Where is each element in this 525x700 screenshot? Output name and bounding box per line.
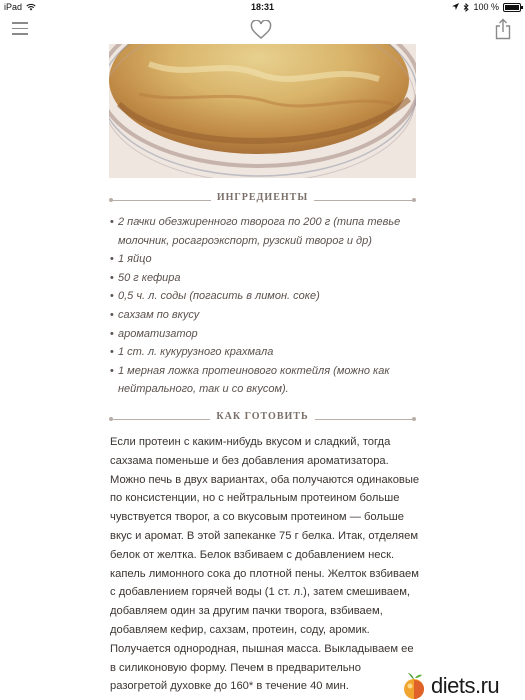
toolbar	[0, 14, 525, 46]
apple-logo-icon	[401, 672, 427, 700]
list-item: • 50 г кефира	[110, 269, 418, 288]
method-text: Если протеин с каким-нибудь вкусом и сладкий, тогда сахзама поменьше и без добавления ароматизатора. Можно печь в двух вариантах, оба получаются одинаковые по консистенции, но с нейтральным протеином больше чувствуется творог, а со вкусовым протеином — больше вкус и аромат. В этой запеканке 75 г белка. Итак, отделяем белок от желтка. Белок взбиваем с добавлением неск. капель лимонного сока до плотной пены. Желток взбиваем с добавлением горячей воды (1 ст. л.), затем смешиваем, добавляем один за другим пачки творога, взбиваем, добавляем кефир, сахзам, протеин, соду, аромик. Получается однородная, пышная масса. Выкладываем ее в силиконовую форму. Печем в предварительно разогретой духовке до 160* в течение 40 мин.	[110, 436, 420, 693]
method-title: КАК ГОТОВИТЬ	[210, 411, 314, 422]
battery-icon	[503, 3, 521, 12]
list-item: • 2 пачки обезжиренного творога по 200 г (типа тевье молочник, росагроэкспорт, рузский творог и др)	[110, 213, 418, 250]
ingredients-title: ИНГРЕДИЕНТЫ	[211, 192, 314, 203]
device-name: iPad	[4, 2, 23, 12]
status-time: 18:31	[250, 2, 275, 12]
watermark-text: diets.ru	[431, 673, 500, 698]
recipe-photo	[109, 44, 416, 178]
menu-icon[interactable]	[12, 22, 28, 36]
bluetooth-icon	[463, 3, 469, 12]
ingredients-heading	[109, 192, 416, 208]
list-item: • ароматизатор	[110, 325, 418, 344]
ingredients-list	[110, 213, 418, 399]
status-bar	[0, 0, 525, 14]
list-item: • 1 мерная ложка протеинового коктейля (можно как нейтрального, так и со вкусом).	[110, 362, 418, 399]
battery-percent: 100 %	[473, 2, 499, 12]
list-item: • 1 яйцо	[110, 250, 418, 269]
share-icon[interactable]	[495, 18, 511, 40]
list-item: • 0,5 ч. л. соды (погасить в лимон. соке)	[110, 287, 418, 306]
method-heading	[109, 411, 416, 427]
status-right	[452, 2, 521, 12]
heart-icon[interactable]	[250, 20, 272, 40]
list-item: • 1 ст. л. кукурузного крахмала	[110, 343, 418, 362]
watermark	[401, 672, 523, 700]
location-icon	[452, 3, 459, 11]
list-item: • сахзам по вкусу	[110, 306, 418, 325]
